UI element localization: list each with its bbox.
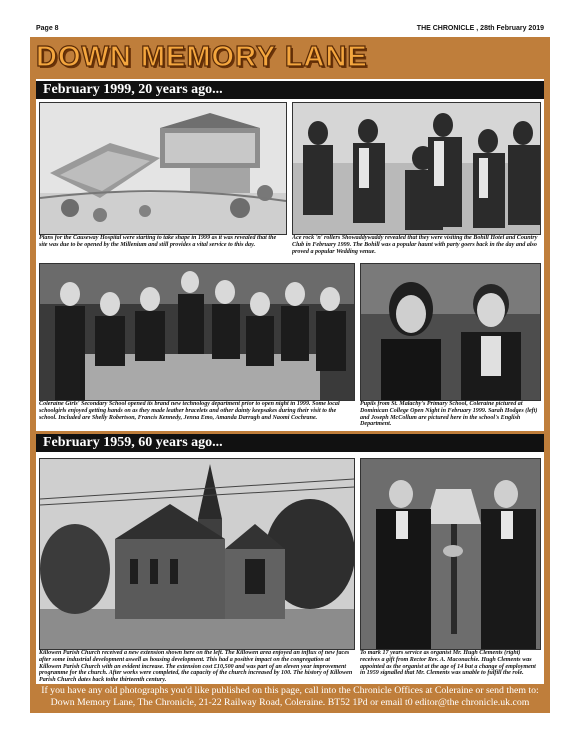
running-header bbox=[36, 25, 544, 35]
organist-presentation-icon bbox=[361, 459, 540, 649]
band-photo bbox=[292, 102, 541, 235]
church-caption: Killowen Parish Church received a new extension shown here on the left. The Killowen area enjoyed an influx of new faces after some industrial development aswell as housing development. This had a positive impact on the congregation at Killowen Parish Church with an evident increase. The extension cost £10,500 and was part of an eleven year improvement programme for the church. After works were completed, the capacity of the church increased by 100. The history of Killowen Parish Church dates back tothe thirteenth century. bbox=[39, 650, 353, 684]
organist-caption: To mark 17 years service as organist Mr. Hugh Clements (right) receives a gift from Rector Rev. A. Maconachie. Hugh Clements was appointed as the organist at the age of 14 but a change of employment in 1959 signalled that Mr. Clements was unable to fulfill the role. bbox=[360, 650, 536, 677]
footer-line-2: Down Memory Lane, The Chronicle, 21-22 Railway Road, Coleraine. BT52 1Pd or email t0 editor@the chronicle.uk.com bbox=[50, 697, 530, 708]
masthead-title: DOWN MEMORY LANE bbox=[36, 41, 368, 73]
school-photo bbox=[39, 263, 355, 401]
band-caption: Ace rock 'n' rollers Showaddywaddy revealed that they were visiting the Bohill Hotel and Country Club in February 1999. The Bohill was a popular haunt with party goers back in the day and also proved a popular Wedding venue. bbox=[292, 235, 538, 255]
footer-line-1: If you have any old photographs you'd like published on this page, call into the Chronicle Offices at Coleraine or send them to: bbox=[41, 685, 539, 696]
pupils-icon bbox=[361, 264, 540, 400]
page-number: Page 8 bbox=[36, 25, 59, 32]
section-1999 bbox=[36, 79, 544, 431]
masthead bbox=[36, 41, 544, 77]
section-1959 bbox=[36, 434, 544, 684]
paper-date: THE CHRONICLE , 28th February 2019 bbox=[416, 25, 544, 32]
section-1959-header: February 1959, 60 years ago... bbox=[36, 434, 544, 452]
school-caption: Coleraine Girls' Secondary School opened its brand new technology department prior to open night in 1999. Some local schoolgirls enjoyed getting hands on as they made leather bracelets and other dainty keepsakes during their visit to the school. Included are Shelly Robertson, Francis Kennedy, Jenna Emo, Amanda Darragh and Naomi Cochrane. bbox=[39, 401, 340, 421]
church-icon bbox=[40, 459, 354, 649]
church-photo bbox=[39, 458, 355, 650]
schoolgirls-icon bbox=[40, 264, 354, 400]
hospital-photo bbox=[39, 102, 287, 235]
pupils-photo bbox=[360, 263, 541, 401]
section-1999-header: February 1999, 20 years ago... bbox=[36, 81, 544, 99]
organist-photo bbox=[360, 458, 541, 650]
hospital-caption: Plans for the Causeway Hospital were starting to take shape in 1999 as it was revealed that the site was due to be opened by the Millenium and still provides a vital service to this day. bbox=[39, 235, 277, 248]
submission-footer bbox=[30, 685, 550, 713]
pupils-caption: Pupils from St. Malachy's Primary School, Coleraine pictured at Dominican College Open Night in February 1999. Sarah Hodges (left) and Joseph McCollum are pictured here in the school's English Department. bbox=[360, 401, 538, 428]
hospital-sketch-icon bbox=[40, 103, 286, 234]
band-people-icon bbox=[293, 103, 540, 234]
